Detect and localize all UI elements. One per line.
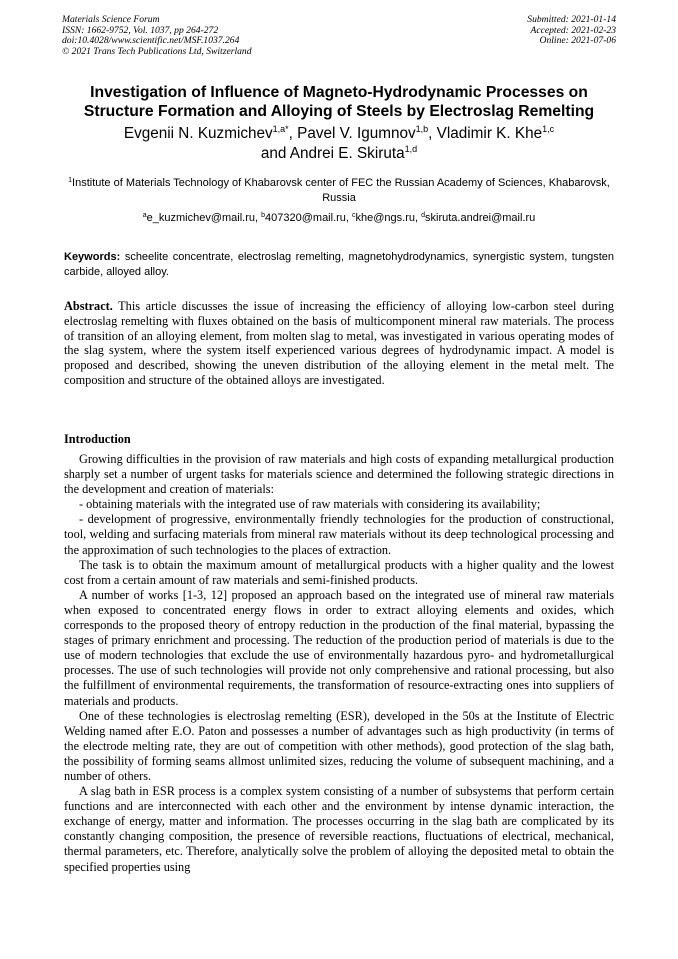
author-affil-mark: 1,b [415, 124, 429, 134]
introduction-body [64, 452, 614, 875]
author-list [62, 124, 616, 164]
title-line-2: Structure Formation and Alloying of Steels by Electroslag Remelting [83, 103, 595, 120]
affiliation-text: Institute of Materials Technology of Khabarovsk center of FEC the Russian Academy of Sciences, Khabarovsk, Russia [72, 177, 610, 204]
email-address: skiruta.andrei@mail.ru [425, 212, 536, 224]
publication-dates [527, 15, 616, 47]
author-affil-mark: 1,c [542, 124, 555, 134]
author-affil-mark: 1,a* [272, 124, 289, 134]
email-address: 407320@mail.ru, [265, 212, 353, 224]
list-item: - development of progressive, environmentally friendly technologies for the production of constructional, tool, welding and surfacing materials from mineral raw materials without its deep technological processing and the approximation of such technologies to the places of extraction. [64, 512, 614, 557]
title-line-1: Investigation of Influence of Magneto-Hydrodynamic Processes on [90, 84, 588, 101]
author-emails [62, 211, 616, 225]
email-address: khe@ngs.ru, [355, 212, 422, 224]
paragraph: One of these technologies is electroslag remelting (ESR), developed in the 50s at the Institute of Electric Welding named after E.O. Paton and possesses a number of advantages such as high productivity (in terms of the electrode melting rate, they are out of competition with other methods), good protection of the slag bath, the possibility of forming seams allmost unlimited sizes, reducing the volume of subsequent machining, and a number of others. [64, 708, 614, 783]
keywords [64, 250, 614, 279]
email-mark: b [261, 212, 266, 219]
paper-title [62, 83, 616, 121]
keywords-label: Keywords: [64, 251, 121, 263]
affiliation-mark: 1 [68, 177, 73, 184]
author-name: Pavel V. Igumnov [297, 125, 416, 142]
paragraph: The task is to obtain the maximum amount of metallurgical products with a higher quality and the lowest cost from a certain amount of raw materials and semi-finished products. [64, 557, 614, 587]
paragraph: A slag bath in ESR process is a complex system consisting of a number of subsystems that perform certain functions and are interconnected with each other and the environment by intense dynamic interaction, the exchange of energy, matter and information. The processes occurring in the slag bath are complicated by its constantly changing composition, the presence of reversible reactions, fluctuations of electrical, mechanical, thermal parameters, etc. Therefore, analytically solve the problem of alloying the deposited metal to obtain the specified properties using [64, 784, 614, 874]
email-mark: a [142, 212, 147, 219]
journal-issn: ISSN: 1662-9752, Vol. 1037, pp 264-272 [62, 24, 219, 36]
online-date: Online: 2021-07-06 [539, 35, 616, 47]
accepted-date: Accepted: 2021-02-23 [530, 24, 616, 36]
abstract-label: Abstract. [64, 299, 113, 313]
keywords-text: scheelite concentrate, electroslag remelting, magnetohydrodynamics, synergistic system, tungsten carbide, alloyed alloy. [64, 251, 615, 278]
journal-info [62, 15, 252, 57]
email-mark: c [352, 212, 356, 219]
paragraph: Growing difficulties in the provision of raw materials and high costs of expanding metallurgical production sharply set a number of urgent tasks for materials science and determined the following strategic directions in the development and creation of materials: [64, 452, 614, 497]
author-affil-mark: 1,d [404, 144, 418, 154]
email-address: e_kuzmichev@mail.ru, [146, 212, 262, 224]
journal-name: Materials Science Forum [62, 14, 160, 25]
paragraph: A number of works [1-3, 12] proposed an approach based on the integrated use of mineral raw materials when exposed to concentrated energy flows in order to extract alloying elements and oxides, which corresponds to the proposed theory of entropy reduction in the production of the final material, bypassing the stages of primary enrichment and processing. The reduction of the production period of materials is due to the use of modern technologies that exclude the use of environmentally hazardous pyro- and hydrometallurgical processes. The use of such technologies will provide not only comprehensive and rational processing, but also the fulfillment of environmental requirements, the transformation of resource-extracting ones into suppliers of materials and products. [64, 587, 614, 708]
author-separator: , [428, 125, 437, 142]
author-line-1 [62, 124, 616, 144]
abstract [64, 299, 614, 388]
author-separator: , [288, 125, 298, 142]
affiliation [62, 176, 616, 205]
email-mark: d [421, 212, 426, 219]
author-name: and Andrei E. Skiruta [260, 145, 405, 162]
submitted-date: Submitted: 2021-01-14 [527, 14, 616, 25]
abstract-text: This article discusses the issue of increasing the efficiency of alloying low-carbon steel during electroslag remelting with fluxes obtained on the basis of multicomponent mineral raw materials. The process of transition of an alloying element, from molten slag to metal, was investigated in various operating modes of the slag system, where the system itself experienced various degrees of hydrodynamic impact. A model is proposed and described, showing the uneven distribution of the alloying element in the metal melt. The composition and structure of the obtained alloys are investigated. [64, 299, 615, 387]
journal-doi: doi:10.4028/www.scientific.net/MSF.1037.264 [62, 35, 240, 47]
list-item: - obtaining materials with the integrated use of raw materials with considering its availability; [79, 497, 541, 512]
author-line-2 [62, 144, 616, 164]
journal-copyright: © 2021 Trans Tech Publications Ltd, Switzerland [62, 45, 252, 57]
author-name: Evgenii N. Kuzmichev [123, 125, 273, 142]
author-name: Vladimir K. Khe [436, 125, 543, 142]
section-heading-introduction: Introduction [64, 432, 131, 446]
